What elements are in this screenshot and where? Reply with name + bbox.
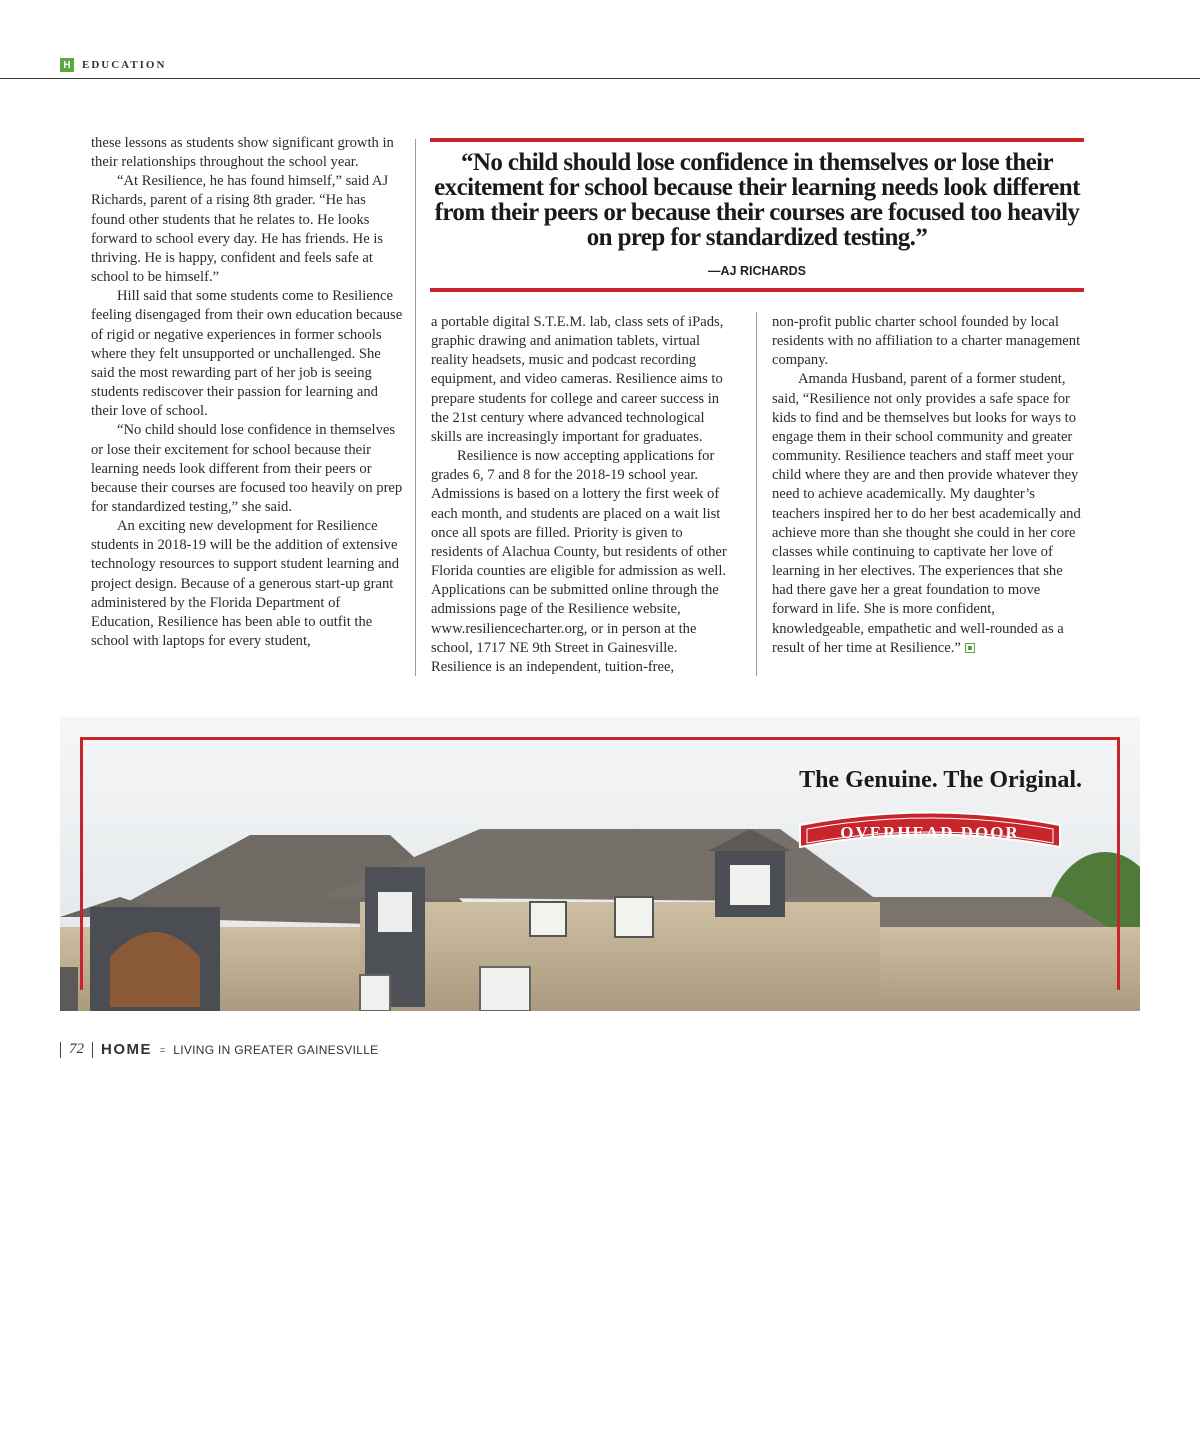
paragraph-with-end-mark [772, 370, 1084, 657]
magazine-badge: H [60, 58, 74, 72]
footer-divider [60, 1042, 61, 1058]
article-column-2 [431, 313, 733, 677]
section-header [60, 58, 166, 72]
article-column-1 [91, 134, 403, 651]
paragraph: a portable digital S.T.E.M. lab, class sets of iPads, graphic drawing and animation tablets, virtual reality headsets, music and podcast recording equipment, and video cameras. Resilience aims to prepare students for college and career success in the 21st century where advanced technological skills are increasingly important for graduates. [431, 314, 724, 445]
magazine-subtitle: LIVING IN GREATER GAINESVILLE [173, 1042, 379, 1057]
paragraph: “At Resilience, he has found himself,” said AJ Richards, parent of a rising 8th grader. “He has found other students that he relates to. He looks forward to school every day. He has friends. He is thriving. He is happy, confident and feels safe at school to be himself.” [91, 173, 389, 286]
paragraph: An exciting new development for Resilience students in 2018-19 will be the addition of extensive technology resources to support student learning and project design. Because of a generous start-up grant administered by the Florida Department of Education, Resilience has been able to outfit the school with laptops for every student, [91, 518, 400, 650]
paragraph: Hill said that some students come to Resilience feeling disengaged from their own education because of rigid or negative experiences in former schools where they felt unsupported or unchallenged. She said the most rewarding part of her job is seeing students rediscover their passion for learning and their love of school. [91, 288, 403, 420]
footer-divider [92, 1042, 93, 1058]
paragraph: “No child should lose confidence in themselves or lose their excitement for school because their learning needs look different from their peers or because their courses are focused too heavily on prep for standardized testing,” she said. [91, 422, 403, 515]
overhead-door-logo [795, 805, 1065, 865]
magazine-name: HOME [101, 1041, 152, 1058]
page-number: 72 [69, 1041, 84, 1057]
column-divider [756, 312, 757, 676]
column-divider [415, 139, 416, 676]
footer-separator: = [160, 1044, 166, 1055]
page-footer [60, 1041, 378, 1058]
article-column-3 [772, 313, 1084, 658]
pull-quote-bottom-rule [430, 288, 1084, 292]
end-of-article-icon [965, 643, 975, 653]
paragraph: non-profit public charter school founded by local residents with no affiliation to a charter management company. [772, 314, 1081, 369]
paragraph: these lessons as students show significant growth in their relationships throughout the school year. [91, 135, 394, 171]
pull-quote-top-rule [430, 138, 1084, 142]
ad-headline: The Genuine. The Original. [799, 767, 1082, 793]
pull-quote-attribution: —AJ RICHARDS [708, 264, 806, 278]
brand-name: OVERHEAD DOOR [840, 823, 1020, 842]
paragraph: Resilience is now accepting applications for grades 6, 7 and 8 for the 2018-19 school year. Admissions is based on a lottery the first week of each month, and students are placed on a wait list once all spots are filled. Priority is given to residents of Alachua County, but residents of other Florida counties are eligible for admission as well. Applications can be submitted online through the admissions page of the Resilience website, www.resiliencecharter.org, or in person at the school, 1717 NE 9th Street in Gainesville. Resilience is an independent, tuition-free, [431, 448, 727, 675]
pull-quote: “No child should lose confidence in themselves or lose their excitement for school because their learning needs look different from their peers or because their courses are focused too heavily on prep for standardized testing.” [434, 149, 1080, 251]
section-label: EDUCATION [82, 59, 167, 71]
header-rule [0, 78, 1200, 79]
paragraph: Amanda Husband, parent of a former student, said, “Resilience not only provides a safe space for kids to find and be themselves but looks for ways to engage them in their school community and greater community. Resilience teachers and staff meet your child where they are and then provide whatever they need to achieve academically. My daughter’s teachers inspired her to do her best academically and achieve more than she thought she could in her core classes while continuing to captivate her love of learning in her electives. The experiences that she had there gave her a great foundation to move forward in life. She is more confident, knowledgeable, empathetic and well-rounded as a result of her time at Resilience.” [772, 371, 1081, 656]
